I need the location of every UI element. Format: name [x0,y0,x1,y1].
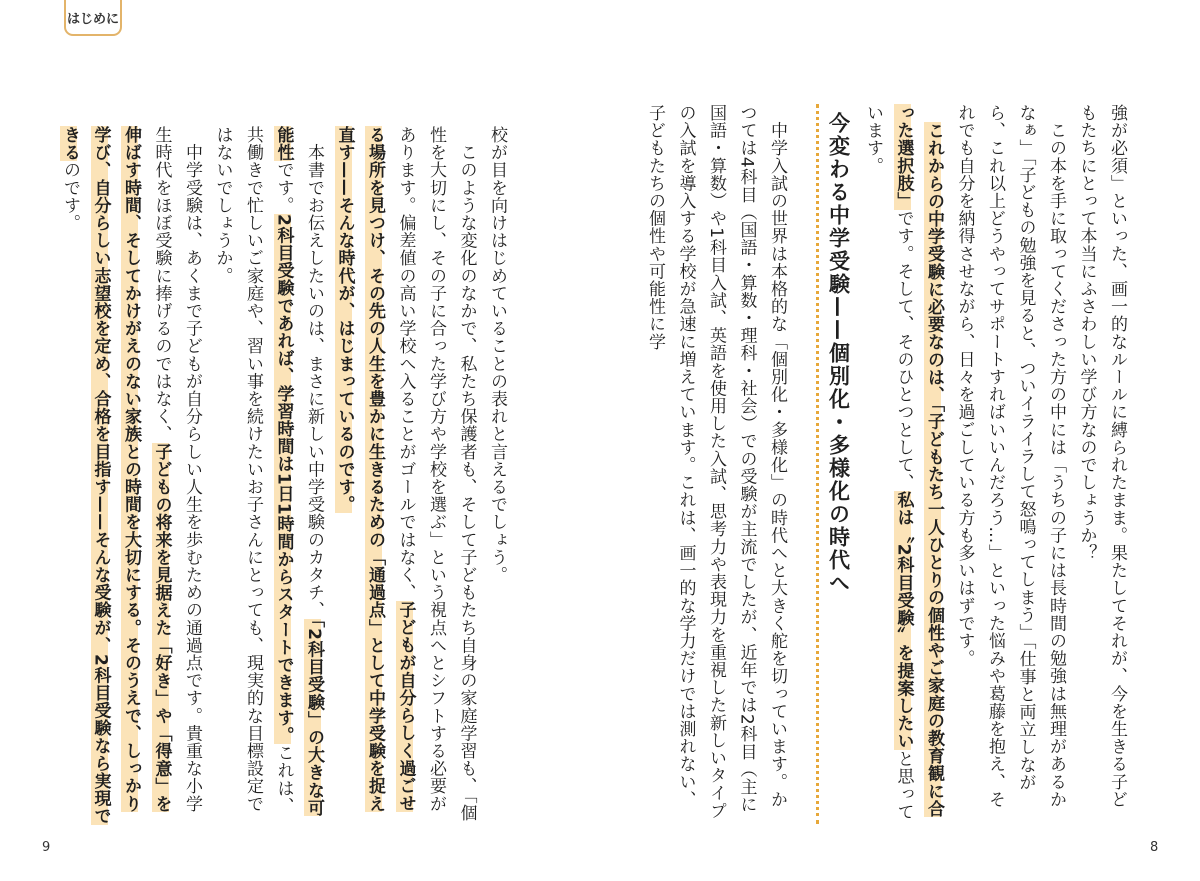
page-number-right: 8 [1150,840,1159,855]
highlight: 子どもが自分らしく過ごせる場所を見つけ、その先の人生を豊かに生きるための「通過点」として中学受験を捉え直す——そんな時代が、はじまっているのです。 [334,126,416,813]
paragraph: これからの中学受験に必要なのは、「子どもたち一人ひとりの個性やご家庭の教育観に合った選択肢」です。そして、そのひとつとして、私は〝2科目受験〟を提案したいと思っています。 [863,104,944,821]
section-heading: 今変わる中学受験——個別化・多様化の時代へ [816,104,854,824]
right-page-text [645,104,1132,824]
highlight: これからの中学受験に必要なのは、「子どもたち一人ひとりの個性やご家庭の教育観に合った選択肢」 [893,104,944,818]
paragraph: このような変化のなかで、私たち保護者も、そして子どもたち自身の家庭学習も、「個性を大切にし、その子に合った学び方や学校を選ぶ」という視点へとシフトする必要があります。偏差値の高い学校へ入ることがゴールではなく、子どもが自分らしく過ごせる場所を見つけ、その先の人生を豊かに生きるための「通過点」として中学受験を捉え直す——そんな時代が、はじまっているのです。 [334,126,477,822]
highlight: 「2科目受験」の大きな可能性 [273,126,324,817]
highlight: 私は〝2科目受験〟を提案したい [893,491,914,751]
highlight: 子どもの将来を見据えた「好き」や「得意」を伸ばす時間、そしてかけがえのない家族との時間を大切にする。そのうえで、しっかり学び、自分らしい志望校を定め、合格を目指す——そんな受験が、2科目受験なら実現できる [60,126,172,825]
chapter-tab: はじめに [64,0,122,36]
paragraph: 中学受験は、あくまで子どもが自分らしい人生を歩むための通過点です。貴重な小学生時代をほぼ受験に捧げるのではなく、子どもの将来を見据えた「好き」や「得意」を伸ばす時間、そしてかけがえのない家族との時間を大切にする。そのうえで、しっかり学び、自分らしい志望校を定め、合格を目指す——そんな受験が、2科目受験なら実現できるのです。 [60,126,202,825]
highlight: 2科目受験であれば、学習時間は1日1時間からスタートできます。 [273,214,294,745]
paragraph: 強が必須」といった、画一的なルールに縛られたまま。果たしてそれが、今を生きる子どもたちにとって本当にふさわしい学び方なのでしょうか？ [1076,104,1127,808]
paragraph: 本書でお伝えしたいのは、まさに新しい中学受験のカタチ、「2科目受験」の大きな可能性です。2科目受験であれば、学習時間は1日1時間からスタートできます。これは、共働きで忙しいご家庭や、習い事を続けたいお子さんにとっても、現実的な目標設定ではないでしょうか。 [212,126,324,817]
paragraph: この本を手に取ってくださった方の中には「うちの子には長時間の勉強は無理があるかなぁ」「子どもの勉強を見ると、ついイライラして怒鳴ってしまう」「仕事と両立しながら、これ以上どうやってサポートすればいいんだろう…」といった悩みや葛藤を抱え、それでも自分を納得させながら、日々を過ごしている方も多いはずです。 [954,104,1066,809]
page-number-left: 9 [42,840,51,855]
paragraph: 校が目を向けはじめていることの表れと言えるでしょう。 [487,126,507,584]
left-page-text [60,126,512,826]
paragraph: 中学入試の世界は本格的な「個別化・多様化」の時代へと大きく舵を切っています。かつては4科目（国語・算数・理科・社会）での受験が主流でしたが、近年では2科目（主に国語・算数）や1科目入試、英語を使用した入試、思考力や表現力を重視した新しいタイプの入試を導入する学校が急速に増えています。これは、画一的な学力だけでは測れない、子どもたちの個性や可能性に学 [645,104,787,820]
